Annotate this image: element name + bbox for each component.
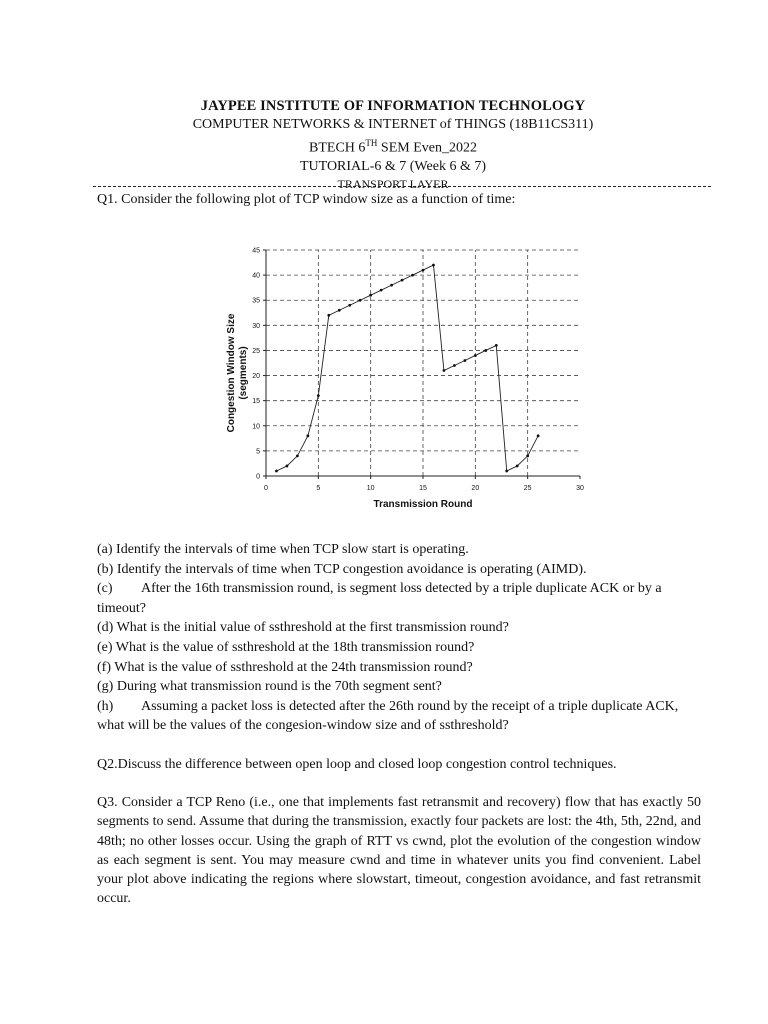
part-text: Assuming a packet loss is detected after the 26th round by the receipt of a triple duplicate ACK, what will be the values of the congesion-window size and of ssthreshold? xyxy=(97,698,679,734)
question-1-part-d xyxy=(97,618,701,638)
tutorial-title: TUTORIAL-6 & 7 (Week 6 & 7) xyxy=(299,158,487,174)
data-point xyxy=(327,314,330,317)
topic-title: TRANSPORT LAYER xyxy=(337,176,449,191)
data-point xyxy=(474,354,477,357)
data-point xyxy=(463,359,466,362)
part-text: After the 16th transmission round, is segment loss detected by a triple duplicate ACK or by a timeout? xyxy=(97,581,662,616)
y-tick-label: 45 xyxy=(252,247,260,255)
data-point xyxy=(306,434,309,437)
question-2-text: Q2.Discuss the difference between open loop and closed loop congestion control techniques. xyxy=(97,757,617,772)
question-1-part-h xyxy=(97,697,701,736)
data-point xyxy=(380,289,383,292)
question-1-part-b xyxy=(97,560,701,580)
institute-name: JAYPEE INSTITUTE OF INFORMATION TECHNOLOGY xyxy=(200,98,586,114)
data-point xyxy=(275,470,278,473)
part-label: (h) xyxy=(97,698,114,714)
question-3-text: Q3. Consider a TCP Reno (i.e., one that implements fast retransmit and recovery) flow that has exactly 50 segments to send. Assume that during the transmission, exactly four packets are lost: the 4th, 5th, 22nd, and 48th; no other losses occur. Using the graph of RTT vs cwnd, plot the evolution of the congestion window as each segment is sent. You may measure cwnd and time in whatever units you find convenient. Label your plot above indicating the regions where slowstart, timeout, congestion avoidance, and fast retransmit occur. xyxy=(97,795,701,907)
data-point xyxy=(348,304,351,307)
x-tick-label: 20 xyxy=(471,485,480,492)
x-tick-label: 15 xyxy=(419,485,427,492)
y-tick-label: 20 xyxy=(252,373,260,381)
y-axis-label: Congestion Window Size xyxy=(226,313,237,433)
question-1-part-a xyxy=(97,540,701,560)
x-tick-label: 10 xyxy=(366,485,375,492)
part-label: (a) xyxy=(97,542,113,557)
data-point xyxy=(505,470,508,473)
course-title: COMPUTER NETWORKS & INTERNET of THINGS (18B11CS311) xyxy=(192,117,594,132)
y-tick-label: 5 xyxy=(256,448,260,456)
y-tick-label: 40 xyxy=(252,272,260,280)
dashed-divider xyxy=(93,186,711,187)
y-tick-label: 35 xyxy=(252,297,260,305)
part-label: (g) xyxy=(97,679,114,695)
data-point xyxy=(495,344,498,347)
semester-prefix: BTECH 6 xyxy=(309,140,366,156)
data-point xyxy=(516,465,519,468)
data-point xyxy=(484,349,487,352)
chart-axes xyxy=(263,250,580,479)
question-1-parts xyxy=(97,540,701,736)
semester-suffix: SEM Even_2022 xyxy=(377,140,477,156)
data-point xyxy=(537,434,540,437)
part-label: (d) xyxy=(97,620,114,636)
question-1-text: Q1. Consider the following plot of TCP window size as a function of time: xyxy=(97,192,516,207)
chart-tick-labels xyxy=(252,248,584,493)
data-point xyxy=(338,309,341,312)
part-label: (e) xyxy=(97,639,113,655)
part-text: Identify the intervals of time when TCP slow start is operating. xyxy=(112,542,469,557)
y-tick-label: 25 xyxy=(252,347,260,355)
data-point xyxy=(411,274,414,277)
part-text: What is the initial value of ssthreshold at the first transmission round? xyxy=(113,620,509,636)
x-axis-label: Transmission Round xyxy=(373,499,473,510)
part-text: What is the value of ssthreshold at the 24th transmission round? xyxy=(111,659,473,675)
y-tick-label: 30 xyxy=(252,322,260,330)
y-tick-label: 0 xyxy=(256,473,260,481)
part-text: Identify the intervals of time when TCP congestion avoidance is operating (AIMD). xyxy=(113,561,587,577)
y-tick-label: 10 xyxy=(252,423,260,431)
part-label: (c) xyxy=(97,581,113,597)
data-point xyxy=(432,264,435,267)
chart-grid xyxy=(266,250,580,476)
semester-line xyxy=(0,134,768,158)
data-point xyxy=(359,299,362,302)
data-point xyxy=(317,394,320,397)
tcp-window-chart xyxy=(220,240,600,520)
x-tick-label: 0 xyxy=(264,485,268,492)
data-point xyxy=(401,279,404,282)
y-axis-label-units: (segments) xyxy=(238,346,249,400)
question-1-part-e xyxy=(97,638,701,658)
question-1-part-c xyxy=(97,579,701,618)
question-2 xyxy=(97,755,701,774)
data-point xyxy=(453,364,456,367)
data-point xyxy=(369,294,372,297)
part-label: (f) xyxy=(97,659,111,675)
data-point xyxy=(390,284,393,287)
series-line xyxy=(276,265,538,471)
data-point xyxy=(296,455,299,458)
part-text: During what transmission round is the 70th segment sent? xyxy=(113,679,442,695)
document-header xyxy=(0,97,768,192)
semester-superscript: TH xyxy=(365,138,378,148)
question-1-part-g xyxy=(97,677,701,697)
x-tick-label: 5 xyxy=(316,485,321,492)
chart-series xyxy=(275,264,539,473)
x-tick-label: 25 xyxy=(523,485,532,492)
data-point xyxy=(286,465,289,468)
part-label: (b) xyxy=(97,561,114,577)
question-1-part-f xyxy=(97,658,701,678)
data-point xyxy=(443,369,446,372)
data-point xyxy=(422,269,425,272)
question-3 xyxy=(97,793,701,909)
data-point xyxy=(526,455,529,458)
y-tick-label: 15 xyxy=(252,398,260,406)
part-text: What is the value of ssthreshold at the 18th transmission round? xyxy=(112,639,475,655)
x-tick-label: 30 xyxy=(576,485,584,492)
